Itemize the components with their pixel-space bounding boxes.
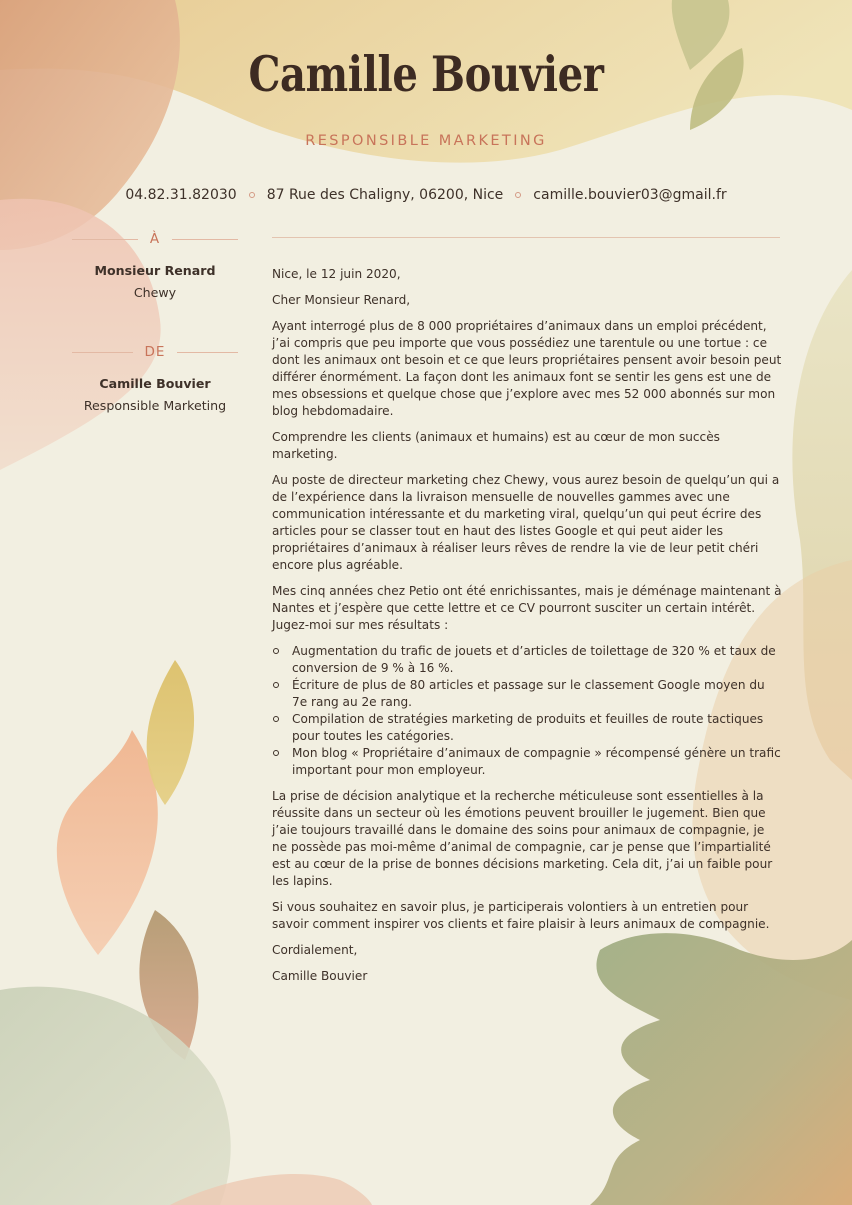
phone-number[interactable]: 04.82.31.82030 <box>125 187 237 203</box>
list-item: Compilation de stratégies marketing de produits et feuilles de route tactiques pour toutes les catégories. <box>272 711 782 745</box>
salutation: Cher Monsieur Renard, <box>272 293 411 307</box>
paragraph: La prise de décision analytique et la recherche méticuleuse sont essentielles à la réussite dans un secteur où les émotions peuvent brouiller le jugement. Bien que j’aie toujours travaillé dans le domaine des soins pour animaux de compagnie, je ne possède pas moi-même d’animal de compagnie, car je pense que l’impartialité est au cœur de la prise de bonnes décisions marketing. Cela dit, j’ai un faible pour les lapins. <box>272 789 773 888</box>
header-divider <box>272 237 780 238</box>
sender-heading-label: DE <box>144 344 166 360</box>
paragraph: Au poste de directeur marketing chez Chewy, vous aurez besoin de quelqu’un qui a de l’expérience dans la livraison mensuelle de nouvelles gammes avec une communication intéressante et du marketing viral, quelqu’un qui peut écrire des articles pour se classer tout en haut des listes Google et qui peut aider les propriétaires d’animaux à réaliser leurs rêves de rendre la vie de leur petit chéri encore plus agréable. <box>272 473 780 572</box>
recipient-block <box>72 231 238 300</box>
paragraph: Mes cinq années chez Petio ont été enrichissantes, mais je déménage maintenant à Nantes et j’espère que cette lettre et ce CV pourront susciter un certain intérêt. Jugez-moi sur mes résultats : <box>272 584 782 632</box>
list-item: Mon blog « Propriétaire d’animaux de compagnie » récompensé génère un trafic important pour mon employeur. <box>272 745 782 779</box>
contact-bar <box>0 187 852 203</box>
list-item: Écriture de plus de 80 articles et passage sur le classement Google moyen du 7e rang au 2e rang. <box>272 677 782 711</box>
signature: Camille Bouvier <box>272 969 368 983</box>
applicant-name: Camille Bouvier <box>248 45 604 103</box>
sender-heading <box>72 344 238 360</box>
recipient-company: Chewy <box>133 285 177 300</box>
divider <box>72 239 138 240</box>
recipient-heading <box>72 231 238 247</box>
recipient-name: Monsieur Renard <box>94 263 216 278</box>
sender-name: Camille Bouvier <box>99 376 211 391</box>
divider <box>172 239 238 240</box>
letter-body <box>272 266 782 994</box>
separator-dot-icon <box>515 192 521 198</box>
closing: Cordialement, <box>272 943 358 957</box>
divider <box>72 352 133 353</box>
paragraph: Si vous souhaitez en savoir plus, je participerais volontiers à un entretien pour savoir comment inspirer vos clients et faire plaisir à leurs animaux de compagnie. <box>272 900 770 931</box>
email-address[interactable]: camille.bouvier03@gmail.fr <box>533 187 727 203</box>
paragraph: Ayant interrogé plus de 8 000 propriétaires d’animaux dans un emploi précédent, j’ai compris que peu importe que vous possédiez une tarentule ou une tortue : ce dont les animaux ont besoin et ce que leurs propriétaires pensent avoir besoin peut différer énormément. La façon dont les animaux font se sentir les gens est une de mes obsessions et quelque chose que j’explore avec mes 52 000 abonnés sur mon blog hebdomadaire. <box>272 319 782 418</box>
place-date: Nice, le 12 juin 2020, <box>272 267 401 281</box>
separator-dot-icon <box>249 192 255 198</box>
results-list <box>272 643 782 779</box>
applicant-role: RESPONSIBLE MARKETING <box>305 133 547 149</box>
sender-block <box>72 344 238 413</box>
address: 87 Rue des Chaligny, 06200, Nice <box>266 187 504 203</box>
list-item: Augmentation du trafic de jouets et d’articles de toilettage de 320 % et taux de conversion de 9 % à 16 %. <box>272 643 782 677</box>
recipient-heading-label: À <box>149 231 161 247</box>
sender-title: Responsible Marketing <box>83 398 227 413</box>
divider <box>177 352 238 353</box>
paragraph: Comprendre les clients (animaux et humains) est au cœur de mon succès marketing. <box>272 430 720 461</box>
